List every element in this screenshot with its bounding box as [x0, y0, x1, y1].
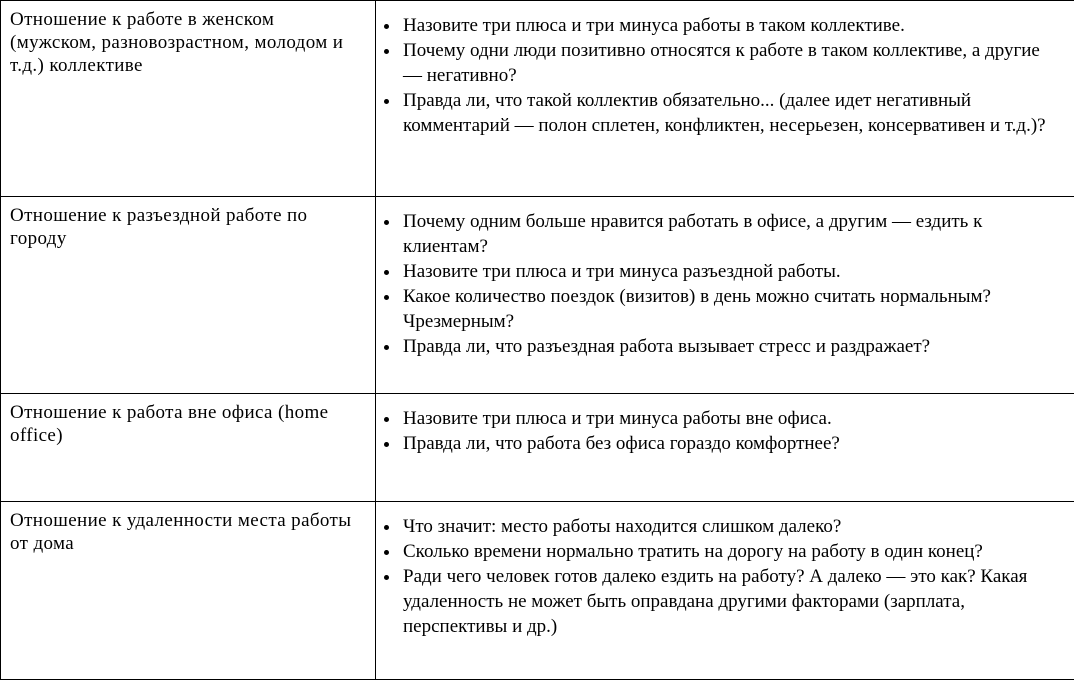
topic-cell — [1, 502, 376, 680]
topic-cell — [1, 197, 376, 394]
question-item: • Ради чего человек готов далеко ездить на работу? А далеко — это как? Какая удаленность не может быть оправдана другими факторами (зарплата, перспективы и др.) — [401, 564, 1052, 639]
question-item: • Что значит: место работы находится слишком далеко? — [401, 514, 1052, 539]
questions-cell — [376, 197, 1074, 394]
topic-text: Отношение к разъездной работе по городу — [10, 205, 307, 249]
question-item: • Почему одни люди позитивно относятся к работе в таком коллективе, а другие — негативно? — [401, 38, 1052, 88]
question-item: • Правда ли, что такой коллектив обязательно... (далее идет негативный комментарий — полон сплетен, конфликтен, несерьезен, консервативен и т.д.)? — [401, 88, 1052, 138]
question-item: • Назовите три плюса и три минуса работы в таком коллективе. — [401, 13, 1052, 38]
questions-cell — [376, 394, 1074, 502]
question-item: • Какое количество поездок (визитов) в день можно считать нормальным? Чрезмерным? — [401, 284, 1052, 334]
topic-text: Отношение к удаленности места работы от дома — [10, 510, 351, 554]
questions-list — [380, 514, 1052, 639]
table-row — [1, 394, 1074, 502]
topic-cell — [1, 394, 376, 502]
table-row — [1, 502, 1074, 680]
questions-cell — [376, 502, 1074, 680]
question-item: • Правда ли, что разъездная работа вызывает стресс и раздражает? — [401, 334, 1052, 359]
table-row — [1, 197, 1074, 394]
topic-text: Отношение к работе в женском (мужском, разновозрастном, молодом и т.д.) коллективе — [10, 9, 343, 76]
topic-cell — [1, 1, 376, 197]
table-row — [1, 1, 1074, 197]
questions-list — [380, 13, 1052, 138]
questions-list — [380, 209, 1052, 359]
question-item: • Назовите три плюса и три минуса работы вне офиса. — [401, 406, 1052, 431]
topic-text: Отношение к работа вне офиса (home office) — [10, 402, 328, 446]
question-item: • Назовите три плюса и три минуса разъездной работы. — [401, 259, 1052, 284]
question-item: • Почему одним больше нравится работать в офисе, а другим — ездить к клиентам? — [401, 209, 1052, 259]
question-item: • Правда ли, что работа без офиса гораздо комфортнее? — [401, 431, 1052, 456]
questions-list — [380, 406, 1052, 456]
question-item: • Сколько времени нормально тратить на дорогу на работу в один конец? — [401, 539, 1052, 564]
questions-cell — [376, 1, 1074, 197]
